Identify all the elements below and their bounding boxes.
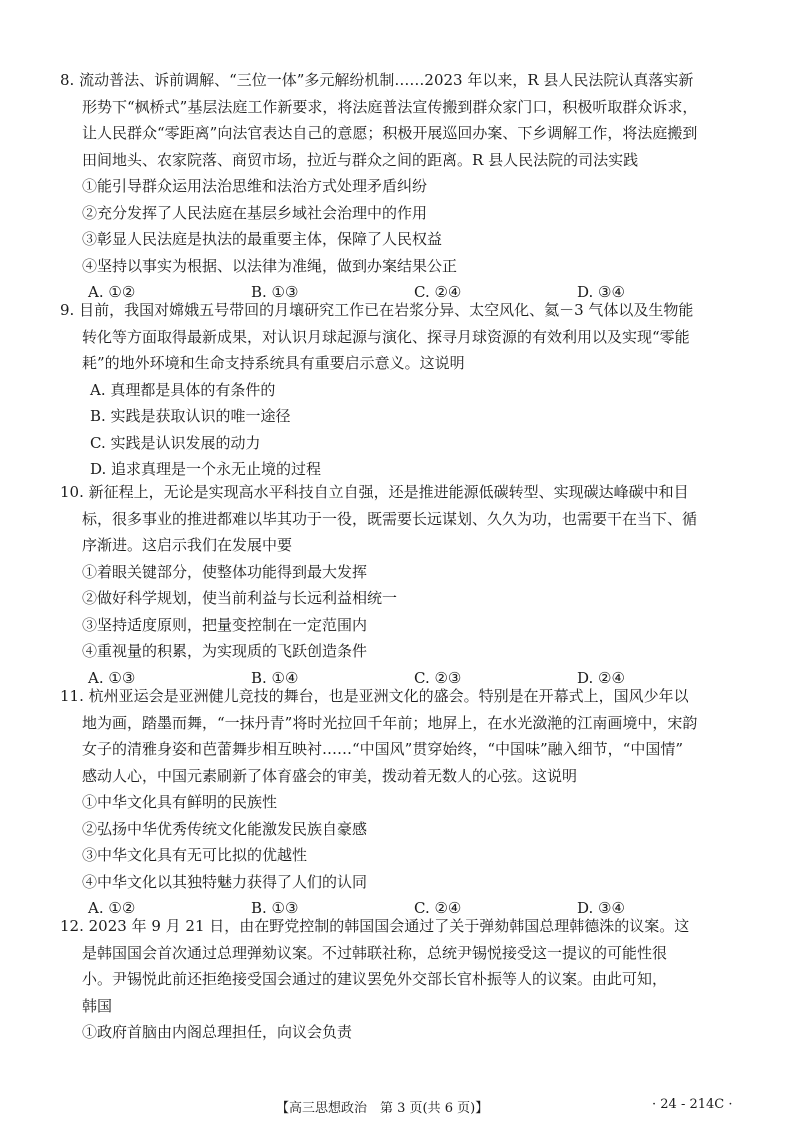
question-11-statement-2: ②弘扬中华优秀传统文化能激发民族自豪感 bbox=[82, 819, 368, 838]
question-10 bbox=[60, 479, 740, 691]
question-8-stem-line: 形势下“枫桥式”基层法庭工作新要求，将法庭普法宣传搬到群众家门口，积极听取群众诉求， bbox=[82, 97, 698, 116]
question-12-statement-1: ①政府首脑由内阁总理担任，向议会负责 bbox=[82, 1023, 353, 1041]
question-10-statement-2: ②做好科学规划，使当前利益与长远利益相统一 bbox=[82, 589, 398, 607]
question-8-statement-3: ③彰显人民法庭是执法的最重要主体，保障了人民权益 bbox=[82, 230, 443, 248]
choice-c[interactable]: C. ②④ bbox=[414, 899, 462, 917]
choice-c[interactable]: C. ②④ bbox=[414, 283, 462, 301]
question-11-statement-3: ③中华文化具有无可比拟的优越性 bbox=[82, 846, 308, 864]
question-8 bbox=[60, 67, 740, 306]
question-9-stem-line: 耗”的地外环境和生命支持系统具有重要启示意义。这说明 bbox=[82, 354, 465, 372]
question-12-stem-line: 韩国 bbox=[82, 996, 113, 1015]
question-10-stem-line: 序渐进。这启示我们在发展中要 bbox=[82, 536, 293, 554]
choice-a[interactable]: A. ①② bbox=[88, 899, 136, 917]
question-10-statement-3: ③坚持适度原则，把量变控制在一定范围内 bbox=[82, 615, 368, 634]
question-12-stem-line: 12. 2023 年 9 月 21 日，由在野党控制的韩国国会通过了关于弹劾韩国总理韩德洙的议案。这 bbox=[60, 917, 690, 935]
choice-a[interactable]: A. ①③ bbox=[88, 668, 136, 687]
choice-b[interactable]: B. ①③ bbox=[251, 899, 299, 917]
choice-d[interactable]: D. ③④ bbox=[577, 283, 625, 301]
question-11-stem-line: 11. 杭州亚运会是亚洲健儿竞技的舞台，也是亚洲文化的盛会。特别是在开幕式上，国风少年以 bbox=[60, 687, 689, 705]
question-8-statement-1: ①能引导群众运用法治思维和法治方式处理矛盾纠纷 bbox=[82, 177, 428, 195]
page-footer bbox=[0, 1097, 794, 1117]
choice-b[interactable]: B. 实践是获取认识的唯一途径 bbox=[90, 407, 291, 425]
question-9 bbox=[60, 297, 740, 483]
question-11-statement-4: ④中华文化以其独特魅力获得了人们的认同 bbox=[82, 872, 368, 891]
question-10-stem-line: 标，很多事业的推进都难以毕其功于一役，既需要长远谋划、久久为功，也需要干在当下、循 bbox=[82, 509, 698, 528]
choice-b[interactable]: B. ①③ bbox=[251, 283, 299, 301]
footer-exam-code: · 24 - 214C · bbox=[652, 1097, 733, 1112]
question-11 bbox=[60, 683, 740, 922]
choice-a[interactable]: A. 真理都是具体的有条件的 bbox=[90, 380, 276, 399]
question-10-statement-4: ④重视量的积累，为实现质的飞跃创造条件 bbox=[82, 642, 368, 660]
choice-c[interactable]: C. ②③ bbox=[414, 668, 462, 687]
question-10-statement-1: ①着眼关键部分，使整体功能得到最大发挥 bbox=[82, 562, 368, 581]
question-11-stem-line: 女子的清雅身姿和芭蕾舞步相互映衬……“中国风”贯穿始终，“中国味”融入细节，“中国情” bbox=[82, 740, 684, 758]
question-10-stem-line: 10. 新征程上，无论是实现高水平科技自立自强，还是推进能源低碳转型、实现碳达峰碳中和目 bbox=[60, 483, 689, 501]
footer-page-info: 【高三思想政治 第 3 页(共 6 页)】 bbox=[276, 1101, 489, 1116]
question-8-statement-2: ②充分发挥了人民法庭在基层乡域社会治理中的作用 bbox=[82, 203, 428, 222]
question-9-stem-line: 转化等方面取得最新成果，对认识月球起源与演化、探寻月球资源的有效利用以及实现“零能 bbox=[82, 327, 690, 346]
choice-d[interactable]: D. ②④ bbox=[577, 668, 625, 687]
choice-d[interactable]: D. 追求真理是一个永无止境的过程 bbox=[90, 460, 322, 478]
question-9-stem-line: 9. 目前，我国对嫦娥五号带回的月壤研究工作已在岩浆分异、太空风化、氦－3 气体以及生物能 bbox=[60, 301, 694, 319]
choice-b[interactable]: B. ①④ bbox=[251, 668, 299, 687]
choice-c[interactable]: C. 实践是认识发展的动力 bbox=[90, 433, 261, 452]
choice-a[interactable]: A. ①② bbox=[88, 283, 136, 301]
question-11-statement-1: ①中华文化具有鲜明的民族性 bbox=[82, 793, 278, 811]
question-8-stem-line: 田间地头、农家院落、商贸市场，拉近与群众之间的距离。R 县人民法院的司法实践 bbox=[82, 150, 639, 169]
question-12-stem-line: 小。尹锡悦此前还拒绝接受国会通过的建议罢免外交部长官朴振等人的议案。由此可知， bbox=[82, 970, 668, 988]
question-8-stem-line: 让人民群众“零距离”向法官表达自己的意愿；积极开展巡回办案、下乡调解工作，将法庭搬到 bbox=[82, 124, 698, 142]
question-8-stem-line: 8. 流动普法、诉前调解、“三位一体”多元解纷机制……2023 年以来，R 县人民法院认真落实新 bbox=[60, 71, 694, 89]
question-11-stem-line: 感动人心，中国元素刷新了体育盛会的审美，拨动着无数人的心弦。这说明 bbox=[82, 766, 578, 785]
question-8-statement-4: ④坚持以事实为根据、以法律为准绳，做到办案结果公正 bbox=[82, 256, 458, 275]
question-9-choices bbox=[60, 377, 740, 483]
question-12-stem-line: 是韩国国会首次通过总理弹劾议案。不过韩联社称，总统尹锡悦接受这一提议的可能性很 bbox=[82, 943, 668, 962]
question-11-stem-line: 地为画，踏墨而舞，“一抹丹青”将时光拉回千年前；地屏上，在水光潋滟的江南画境中，宋韵 bbox=[82, 713, 698, 732]
question-12 bbox=[60, 913, 740, 1046]
choice-d[interactable]: D. ③④ bbox=[577, 899, 625, 917]
